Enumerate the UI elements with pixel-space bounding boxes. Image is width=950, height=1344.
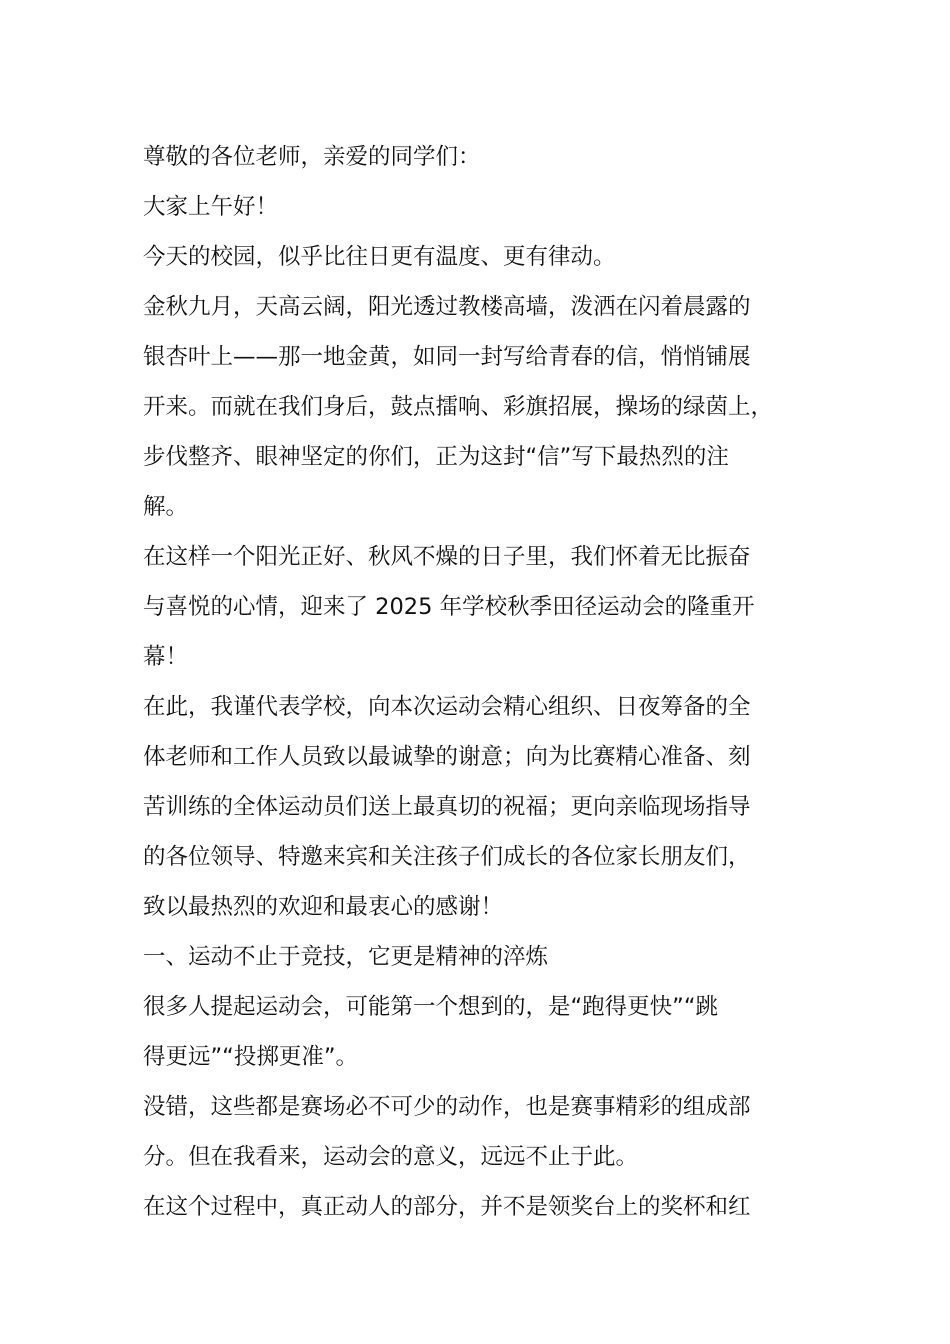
text-line: 开来。而就在我们身后，鼓点擂响、彩旗招展，操场的绿茵上， [143, 394, 774, 420]
section-heading: 一、运动不止于竞技，它更是精神的淬炼 [143, 944, 549, 970]
text-line: 体老师和工作人员致以最诚挚的谢意；向为比赛精心准备、刻 [143, 744, 751, 770]
text-line: 致以最热烈的欢迎和最衷心的感谢！ [143, 894, 504, 920]
text-line: 步伐整齐、眼神坚定的你们，正为这封“信”写下最热烈的注 [143, 444, 729, 470]
text-line: 苦训练的全体运动员们送上最真切的祝福；更向亲临现场指导 [143, 794, 751, 820]
text-line: 在这样一个阳光正好、秋风不燥的日子里，我们怀着无比振奋 [143, 544, 751, 570]
text-line: 没错，这些都是赛场必不可少的动作，也是赛事精彩的组成部 [143, 1094, 751, 1120]
text-line: 与喜悦的心情，迎来了 2025 年学校秋季田径运动会的隆重开 [143, 594, 755, 620]
text-line: 解。 [143, 494, 189, 520]
text-line: 大家上午好！ [143, 194, 279, 220]
text-line: 分。但在我看来，运动会的意义，远远不止于此。 [143, 1144, 639, 1170]
text-line: 金秋九月，天高云阔，阳光透过教楼高墙，泼洒在闪着晨露的 [143, 294, 751, 320]
text-line: 在这个过程中，真正动人的部分，并不是领奖台上的奖杯和红 [143, 1194, 751, 1220]
text-line: 得更远”“投掷更准”。 [143, 1044, 358, 1070]
text-line: 幕！ [143, 644, 189, 670]
text-line: 银杏叶上——那一地金黄，如同一封写给青春的信，悄悄铺展 [143, 344, 751, 370]
text-line: 的各位领导、特邀来宾和关注孩子们成长的各位家长朋友们， [143, 844, 751, 870]
text-line: 今天的校园，似乎比往日更有温度、更有律动。 [143, 244, 616, 270]
speech-text [143, 132, 843, 1232]
text-line: 在此，我谨代表学校，向本次运动会精心组织、日夜筹备的全 [143, 694, 751, 720]
text-line: 尊敬的各位老师，亲爱的同学们： [143, 144, 481, 170]
text-line: 很多人提起运动会，可能第一个想到的，是“跑得更快”“跳 [143, 994, 718, 1020]
